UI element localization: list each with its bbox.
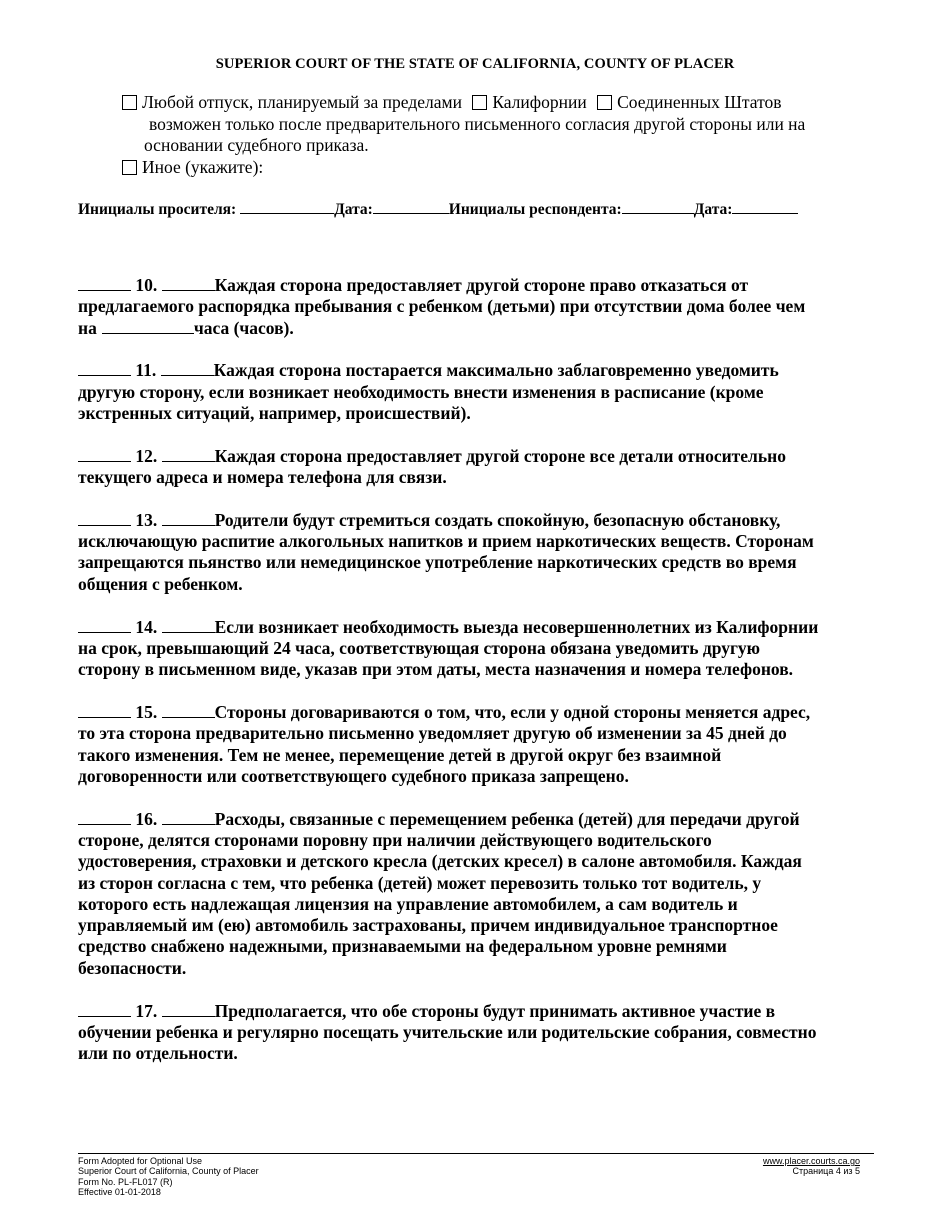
item-text: Родители будут стремиться создать спокойную, безопасную обстановку, [214, 509, 781, 530]
petitioner-initials-field[interactable] [240, 199, 334, 214]
item-number: 10. [131, 275, 162, 295]
travel-text: Любой отпуск, планируемый за пределами [142, 92, 462, 112]
item-text: на срок, превышающий 24 часа, соответствующая сторона обязана уведомить другую [78, 637, 761, 658]
court-title: SUPERIOR COURT OF THE STATE OF CALIFORNIA, COUNTY OF PLACER [215, 56, 735, 72]
item-text-line [78, 1022, 878, 1043]
agreement-item [78, 1001, 878, 1065]
petitioner-date-field[interactable] [373, 199, 449, 214]
item-text-line [78, 617, 878, 638]
item-text: Стороны договариваются о том, что, если у одной стороны меняется адрес, [214, 701, 811, 722]
court-website-link[interactable]: www.placer.courts.ca.go [762, 1156, 860, 1166]
item-initial-blank[interactable] [78, 703, 131, 718]
item-text: средство снабжено надежными, признаваемыми на федеральном уровне ремнями [78, 936, 727, 957]
item-number: 17. [131, 1000, 162, 1021]
agreement-item [78, 617, 878, 681]
item-initial-blank[interactable] [78, 447, 131, 462]
item-initial-blank[interactable] [78, 618, 131, 633]
item-initial-blank[interactable] [162, 810, 215, 825]
item-text-line [78, 382, 878, 403]
other-option-line [122, 157, 882, 179]
agreement-item [78, 702, 878, 787]
agreement-item [78, 809, 878, 979]
item-text: то эта сторона предварительно письменно уведомляет другую об изменении за 45 дней до [78, 723, 787, 744]
item-text: такого изменения. Тем не менее, перемещение детей в другой округ без взаимной [78, 744, 722, 765]
item-text-line [78, 552, 878, 573]
item-text-line [78, 1043, 878, 1064]
item-text-line [78, 830, 878, 851]
item-text-line [78, 360, 878, 381]
item-initial-blank[interactable] [162, 618, 215, 633]
item-text: предлагаемого распорядка пребывания с ребенком (детьми) при отсутствии дома более чем [78, 296, 806, 317]
item-text: договоренности или соответствующего судебного приказа запрещено. [78, 765, 629, 786]
item-text-line [78, 574, 878, 595]
item-text-line [78, 1001, 878, 1022]
other-checkbox[interactable] [122, 160, 137, 175]
item-text-line [78, 766, 878, 787]
item-text: Каждая сторона постарается максимально заблаговременно уведомить [213, 360, 779, 381]
item-text: Предполагается, что обе стороны будут принимать активное участие в [214, 1000, 776, 1021]
agreement-item [78, 510, 878, 595]
item-text-line [78, 809, 878, 830]
item-number: 13. [131, 509, 162, 530]
item-text-line [78, 638, 878, 659]
item-text: исключающую распитие алкогольных напитков и прием наркотических веществ. Сторонам [78, 531, 814, 552]
item-tail-text: часа (часов). [193, 317, 294, 338]
california-checkbox[interactable] [472, 95, 487, 110]
item-text-line [78, 531, 878, 552]
usa-label: Соединенных Штатов [617, 92, 782, 112]
item-text-line [78, 915, 878, 936]
footer-line: Form No. PL-FL017 (R) [78, 1176, 173, 1187]
item-text-line [78, 510, 878, 531]
item-initial-blank[interactable] [78, 361, 131, 376]
item-text: которого есть надлежащая лицензия на управление автомобилем, а сам водитель и [78, 893, 738, 914]
respondent-initials-field[interactable] [622, 199, 694, 214]
other-label: Иное (укажите): [142, 156, 264, 177]
item-text-line [78, 659, 878, 680]
item-text: удостоверения, страховки и детского кресла (детских кресел) в салоне автомобиля. Каждая [78, 851, 802, 872]
item-text: на [78, 317, 97, 338]
item-initial-blank[interactable] [162, 276, 215, 291]
initials-row [78, 199, 798, 219]
item-initial-blank[interactable] [78, 511, 131, 526]
california-label: Калифорнии [492, 92, 587, 112]
item-text-line [78, 894, 878, 915]
item-text: другую сторону, если возникает необходимость внести изменения в расписание (кроме [78, 381, 764, 402]
item-text: Если возникает необходимость выезда несовершеннолетних из Калифорнии [214, 616, 819, 637]
travel-options [122, 92, 882, 178]
agreement-items [78, 275, 878, 1086]
item-initial-blank[interactable] [162, 703, 215, 718]
item-text: стороне, делятся сторонами поровну при наличии действующего водительского [78, 829, 712, 850]
footer-page-info [763, 1156, 860, 1177]
item-text-line [78, 745, 878, 766]
item-text: управляемый им (ею) автомобиль застрахованы, причем индивидуальное транспортное [78, 915, 778, 936]
item-text: текущего адреса и номера телефона для связи. [78, 467, 447, 488]
travel-line-3: основании судебного приказа. [144, 135, 369, 155]
footer-form-info [78, 1156, 259, 1197]
item-text: сторону в письменном виде, указав при этом даты, места назначения и номера телефонов. [78, 659, 794, 680]
agreement-item [78, 275, 878, 339]
item-text: безопасности. [78, 957, 187, 978]
travel-option-line [122, 92, 882, 114]
item-text-line [78, 275, 878, 296]
item-text-line [78, 723, 878, 744]
item-text-line [78, 296, 878, 317]
item-number: 15. [131, 701, 162, 722]
item-text: запрещаются пьянство или немедицинское употребление наркотических средств во время [78, 552, 797, 573]
travel-checkbox[interactable] [122, 95, 137, 110]
date-label: Дата: [693, 201, 733, 218]
item-text: Расходы, связанные с перемещением ребенка (детей) для передачи другой [214, 808, 800, 829]
agreement-item [78, 446, 878, 489]
item-text-line [78, 936, 878, 957]
usa-checkbox[interactable] [597, 95, 612, 110]
item-text: экстренных ситуаций, например, происшествий). [78, 402, 471, 423]
page-number: Страница 4 из 5 [792, 1166, 860, 1177]
travel-line-2: возможен только после предварительного письменного согласия другой стороны или на [149, 113, 806, 134]
hours-field[interactable] [102, 319, 194, 334]
item-text-line [78, 318, 878, 339]
footer-divider [78, 1153, 874, 1154]
respondent-initials-label: Инициалы респондента: [448, 201, 622, 218]
item-initial-blank[interactable] [78, 810, 131, 825]
footer-line: Superior Court of California, County of Placer [78, 1166, 259, 1177]
item-text-line [78, 851, 878, 872]
item-text-line [78, 446, 878, 467]
item-text-line [78, 467, 878, 488]
item-text: или по отдельности. [78, 1043, 238, 1064]
item-initial-blank[interactable] [161, 361, 214, 376]
footer-line: Form Adopted for Optional Use [78, 1156, 203, 1166]
petitioner-initials-label: Инициалы просителя: [78, 201, 237, 218]
item-text: Каждая сторона предоставляет другой стороне право отказаться от [214, 275, 749, 295]
item-text-line [78, 403, 878, 424]
item-number: 12. [131, 445, 162, 466]
agreement-item [78, 360, 878, 424]
item-initial-blank[interactable] [78, 1002, 131, 1017]
item-text-line [78, 702, 878, 723]
item-initial-blank[interactable] [162, 447, 215, 462]
item-initial-blank[interactable] [162, 1002, 215, 1017]
item-number: 16. [131, 808, 162, 829]
item-number: 14. [131, 616, 162, 637]
item-text: общения с ребенком. [78, 573, 243, 594]
date-label: Дата: [334, 201, 373, 218]
item-initial-blank[interactable] [162, 511, 215, 526]
item-text-line [78, 873, 878, 894]
item-text: обучении ребенка и регулярно посещать учительские или родительские собрания, совместно [78, 1021, 817, 1042]
respondent-date-field[interactable] [732, 199, 798, 214]
footer-line: Effective 01-01-2018 [78, 1186, 161, 1197]
item-text-line [78, 958, 878, 979]
item-text: Каждая сторона предоставляет другой стороне все детали относительно [214, 445, 786, 466]
item-initial-blank[interactable] [78, 276, 131, 291]
item-number: 11. [131, 360, 161, 381]
item-text: из сторон согласна с тем, что ребенка (детей) может перевозить только тот водитель, у [78, 872, 762, 893]
